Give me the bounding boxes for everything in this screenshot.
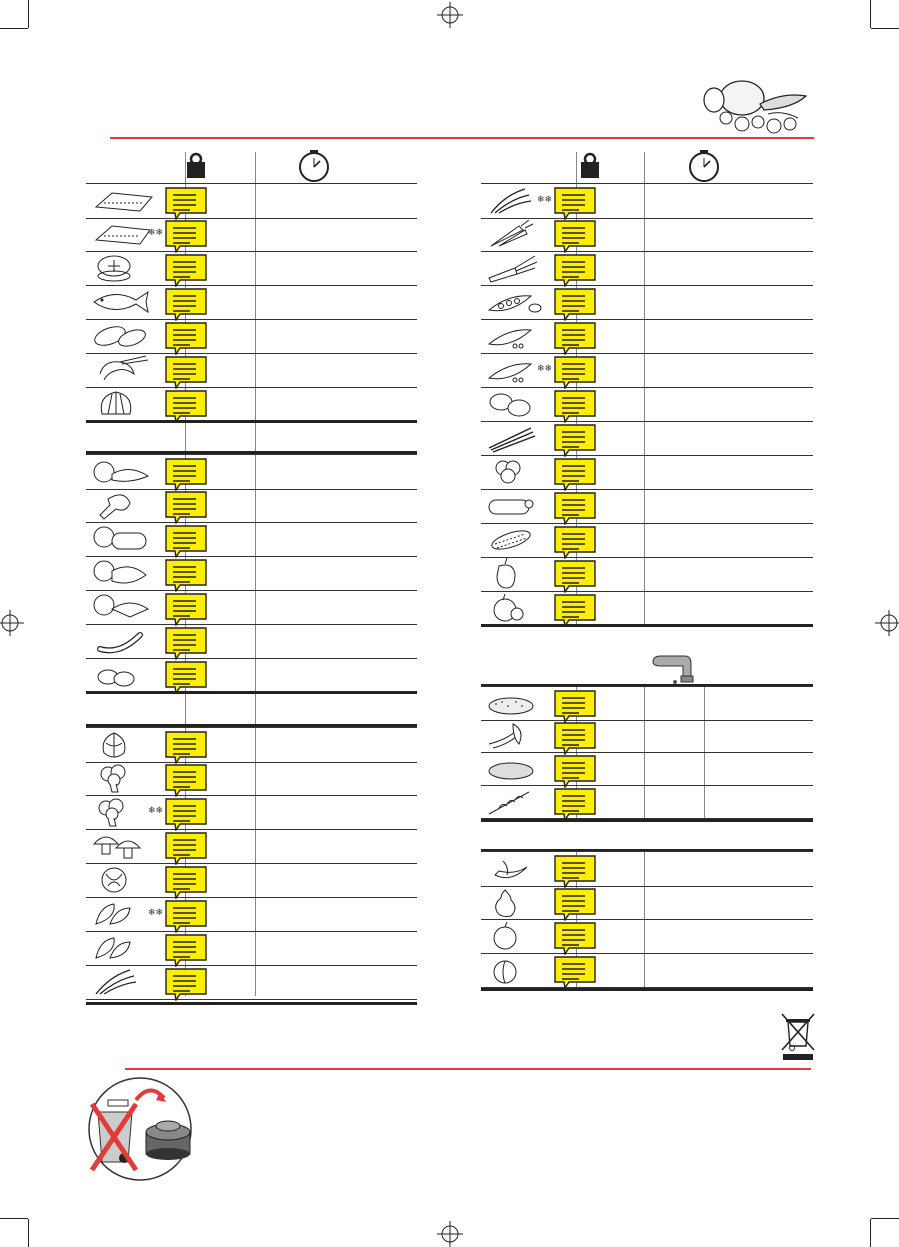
table-row: [481, 455, 813, 490]
note-bubble-icon: [164, 287, 208, 317]
note-bubble-icon: [553, 457, 597, 487]
corn-icon: [485, 524, 551, 556]
crop-mark: [0, 1218, 28, 1219]
table-row: [86, 353, 417, 388]
sausage-icon: [90, 625, 156, 657]
table-row: [86, 931, 417, 966]
section-divider: [481, 819, 813, 822]
note-bubble-icon: [164, 355, 208, 389]
note-bubble-icon: [553, 559, 597, 589]
frozen-snowflake-icon: ❄❄: [148, 227, 164, 237]
note-bubble-icon: [553, 253, 597, 287]
food-basket-illustration: [698, 74, 812, 138]
table-row: [86, 488, 417, 523]
note-bubble-icon: [553, 423, 597, 457]
table-row: [481, 523, 813, 558]
broccoli-icon: [90, 762, 156, 794]
note-bubble-icon: [164, 730, 208, 764]
note-bubble-icon: [164, 967, 208, 1001]
note-bubble-icon: [164, 219, 208, 253]
note-bubble-icon: [164, 558, 208, 592]
note-bubble-icon: [164, 660, 208, 690]
section-divider: [481, 624, 813, 627]
table-row: [481, 719, 813, 753]
table-row: [481, 421, 813, 456]
registration-mark: [0, 610, 24, 636]
table-row: [86, 251, 417, 286]
table-row: [86, 897, 417, 932]
note-bubble-icon: [553, 491, 597, 521]
note-bubble-icon: [553, 559, 597, 593]
table-row: [86, 795, 417, 830]
semolina-icon: [485, 753, 551, 785]
note-bubble-icon: [164, 797, 208, 831]
scallop-icon: [90, 388, 156, 420]
registration-mark: [437, 2, 463, 28]
apple-icon: [485, 920, 551, 952]
note-bubble-icon: [164, 592, 208, 622]
note-bubble-icon: [164, 558, 208, 588]
timer-icon: [686, 148, 722, 184]
pea-pods-icon: [485, 286, 551, 318]
table-row: [481, 851, 813, 887]
spinach-icon: [90, 932, 156, 964]
table-row: [86, 454, 417, 490]
table-row: [481, 752, 813, 786]
table-row: [481, 591, 813, 626]
table-row: [481, 183, 813, 219]
note-bubble-icon: [164, 490, 208, 520]
note-bubble-icon: [553, 887, 597, 921]
note-bubble-icon: [164, 967, 208, 997]
note-bubble-icon: [164, 763, 208, 793]
note-bubble-icon: [164, 933, 208, 967]
note-bubble-icon: [553, 689, 597, 723]
bell-pepper-icon: [485, 558, 551, 590]
note-bubble-icon: [164, 626, 208, 656]
note-bubble-icon: [164, 490, 208, 524]
crop-mark: [0, 28, 28, 29]
potatoes-icon: [485, 388, 551, 420]
note-bubble-icon: [553, 754, 597, 784]
eggs-icon: [90, 659, 156, 691]
note-bubble-icon: [553, 955, 597, 989]
table-row: [86, 556, 417, 591]
note-bubble-icon: [164, 831, 208, 861]
table-row: [481, 387, 813, 422]
mussels-icon: [90, 320, 156, 352]
note-bubble-icon: [553, 219, 597, 249]
note-bubble-icon: [553, 754, 597, 788]
frozen-fish-fillet-icon: [90, 218, 156, 250]
peach-icon: [485, 954, 551, 986]
cauliflower-icon: [485, 456, 551, 488]
frozen-spinach-icon: [90, 898, 156, 930]
appliance-disposal-illustration: [84, 1076, 198, 1182]
table-row: [86, 727, 417, 763]
note-bubble-icon: [164, 457, 208, 487]
frozen-snowflake-icon: ❄❄: [148, 907, 164, 917]
note-bubble-icon: [553, 921, 597, 955]
note-bubble-icon: [164, 524, 208, 558]
note-bubble-icon: [553, 423, 597, 453]
mushrooms-icon: [90, 830, 156, 862]
pasta-icon: [485, 720, 551, 752]
note-bubble-icon: [164, 626, 208, 660]
note-bubble-icon: [553, 457, 597, 491]
water-tap-icon: [651, 652, 699, 686]
table-row: [86, 285, 417, 320]
note-bubble-icon: [553, 355, 597, 389]
shrimp-icon: [90, 354, 156, 386]
table-row: [481, 919, 813, 954]
cabbage-icon: [90, 864, 156, 896]
note-bubble-icon: [553, 721, 597, 751]
table-row: [86, 183, 417, 219]
crop-mark: [870, 1219, 871, 1247]
table-row: [481, 885, 813, 920]
registration-mark: [875, 610, 899, 636]
note-bubble-icon: [164, 219, 208, 249]
note-bubble-icon: [164, 389, 208, 419]
whole-fish-icon: [90, 286, 156, 318]
note-bubble-icon: [553, 253, 597, 283]
note-bubble-icon: [164, 287, 208, 321]
table-row: [86, 319, 417, 354]
section-divider: [86, 420, 417, 423]
table-row: [481, 251, 813, 286]
right-cooking-table: [481, 140, 813, 992]
note-bubble-icon: [553, 593, 597, 623]
table-row: [86, 522, 417, 557]
crop-mark: [871, 28, 899, 29]
carrots-icon: [485, 218, 551, 250]
banana-icon: [485, 853, 551, 885]
note-bubble-icon: [553, 389, 597, 419]
note-bubble-icon: [553, 921, 597, 951]
registration-mark: [437, 1221, 463, 1247]
note-bubble-icon: [164, 865, 208, 895]
crossed-bin-icon: [780, 1012, 816, 1062]
note-bubble-icon: [553, 689, 597, 719]
table-row: [481, 953, 813, 988]
table-row: [86, 965, 417, 1000]
chicken-breast-icon: [90, 557, 156, 589]
frozen-snowflake-icon: ❄❄: [537, 363, 553, 373]
note-bubble-icon: [164, 389, 208, 423]
note-bubble-icon: [164, 899, 208, 929]
section-divider: [481, 988, 813, 991]
asparagus-icon: [485, 422, 551, 454]
note-bubble-icon: [553, 491, 597, 525]
section-divider: [86, 1002, 417, 1005]
table-row: [481, 285, 813, 320]
table-row: [86, 863, 417, 898]
note-bubble-icon: [164, 355, 208, 385]
meat-cutlet-icon: [90, 523, 156, 555]
note-bubble-icon: [553, 321, 597, 355]
weight-icon: [184, 152, 208, 180]
crop-mark: [28, 0, 29, 28]
table-row: [481, 785, 813, 819]
chicken-leg-icon: [90, 489, 156, 521]
note-bubble-icon: [553, 219, 597, 253]
note-bubble-icon: [553, 787, 597, 817]
crop-mark: [871, 1218, 899, 1219]
note-bubble-icon: [164, 797, 208, 827]
note-bubble-icon: [164, 321, 208, 351]
turkey-escalope-icon: [90, 591, 156, 623]
note-bubble-icon: [553, 525, 597, 555]
note-bubble-icon: [164, 253, 208, 287]
bottom-red-rule: [125, 1068, 811, 1070]
note-bubble-icon: [553, 287, 597, 317]
note-bubble-icon: [164, 524, 208, 554]
note-bubble-icon: [164, 899, 208, 933]
note-bubble-icon: [553, 721, 597, 755]
fish-fillet-icon: [90, 185, 156, 217]
note-bubble-icon: [164, 763, 208, 797]
table-row: [86, 217, 417, 252]
table-row: [481, 686, 813, 721]
section-divider: [86, 691, 417, 694]
note-bubble-icon: [553, 321, 597, 351]
note-bubble-icon: [164, 831, 208, 865]
note-bubble-icon: [553, 355, 597, 385]
crop-mark: [28, 1219, 29, 1247]
note-bubble-icon: [164, 592, 208, 626]
zucchini-icon: [485, 490, 551, 522]
note-bubble-icon: [164, 186, 208, 216]
wheat-icon: [485, 786, 551, 818]
table-row: [86, 387, 417, 422]
note-bubble-icon: [164, 660, 208, 694]
table-row: [86, 829, 417, 864]
onion-icon: [485, 592, 551, 624]
note-bubble-icon: [553, 389, 597, 423]
leek-icon: [485, 252, 551, 284]
chicken-fillet-icon: [90, 456, 156, 488]
table-row: [481, 217, 813, 252]
note-bubble-icon: [164, 730, 208, 760]
frozen-broccoli-icon: [90, 796, 156, 828]
note-bubble-icon: [553, 887, 597, 917]
top-red-rule: [110, 137, 814, 139]
note-bubble-icon: [164, 865, 208, 899]
note-bubble-icon: [553, 854, 597, 888]
rice-icon: [485, 688, 551, 720]
green-beans-icon: [90, 966, 156, 998]
note-bubble-icon: [553, 186, 597, 220]
table-row: [481, 489, 813, 524]
table-row: [481, 319, 813, 354]
note-bubble-icon: [553, 525, 597, 559]
note-bubble-icon: [553, 955, 597, 985]
frozen-snowflake-icon: ❄❄: [148, 805, 164, 815]
weight-icon: [578, 152, 602, 180]
note-bubble-icon: [164, 457, 208, 491]
fish-steak-icon: [90, 252, 156, 284]
note-bubble-icon: [553, 854, 597, 884]
note-bubble-icon: [553, 186, 597, 216]
note-bubble-icon: [164, 186, 208, 220]
crop-mark: [870, 0, 871, 28]
table-row: [86, 761, 417, 796]
table-row: [481, 557, 813, 592]
table-row: [86, 658, 417, 693]
note-bubble-icon: [164, 933, 208, 963]
note-bubble-icon: [553, 287, 597, 321]
peas-icon: [485, 320, 551, 352]
pear-icon: [485, 886, 551, 918]
note-bubble-icon: [553, 593, 597, 627]
left-cooking-table: [86, 140, 417, 1006]
table-row: [86, 624, 417, 659]
table-row: [481, 353, 813, 388]
table-row: [86, 590, 417, 625]
note-bubble-icon: [553, 787, 597, 821]
timer-icon: [296, 148, 332, 184]
note-bubble-icon: [164, 253, 208, 283]
frozen-snowflake-icon: ❄❄: [537, 194, 553, 204]
artichoke-icon: [90, 729, 156, 761]
note-bubble-icon: [164, 321, 208, 355]
